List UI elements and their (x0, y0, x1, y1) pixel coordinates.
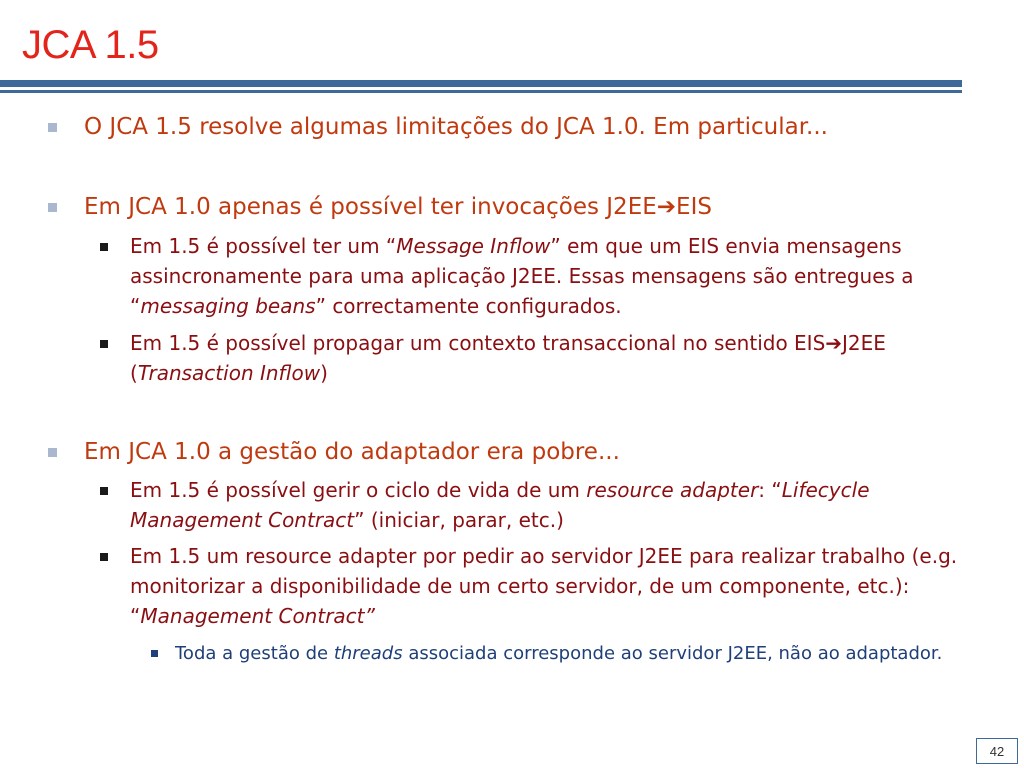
term-lifecycle-contract: Lifecycle Management Contract (130, 478, 870, 532)
term-management-contract: Management Contract” (140, 604, 375, 628)
term-transaction-inflow: Transaction Inflow (137, 361, 321, 385)
sub-bullet-text: Em 1.5 é possível ter um “ (130, 234, 397, 258)
bullet-text: Em JCA 1.0 a gestão do adaptador era pobre... (84, 439, 620, 465)
term-resource-adapter: resource adapter (586, 478, 759, 502)
sub-bullet-text: ) (320, 361, 328, 385)
sub-sub-bullet-marker (151, 650, 158, 657)
sub-bullet-text: ” correctamente configurados. (315, 294, 622, 318)
arrow-symbol: ➔ (656, 194, 677, 220)
sub-bullet-marker (100, 340, 108, 348)
arrow-symbol: ➔ (825, 331, 843, 355)
sub-sub-bullet-item (175, 640, 965, 667)
bullet-text: EIS (676, 194, 712, 220)
slide-title: JCA 1.5 (22, 23, 159, 67)
page-number (976, 738, 1018, 764)
title-divider-thick (0, 80, 962, 87)
sub-bullet-text: : “ (758, 478, 782, 502)
sub-bullet-item (130, 475, 980, 535)
bullet-marker (48, 203, 57, 212)
term-threads: threads (333, 643, 403, 664)
bullet-text: O JCA 1.5 resolve algumas limitações do JCA 1.0. Em particular... (84, 114, 828, 140)
bullet-marker (48, 123, 57, 132)
sub-bullet-marker (100, 553, 108, 561)
term-messaging-beans: messaging beans (140, 294, 316, 318)
bullet-item (84, 112, 984, 142)
sub-bullet-text: Em 1.5 é possível gerir o ciclo de vida de um (130, 478, 587, 502)
bullet-item (84, 437, 984, 467)
sub-bullet-item (130, 328, 980, 388)
bullet-marker (48, 448, 57, 457)
sub-bullet-text: ” (iniciar, parar, etc.) (354, 508, 564, 532)
sub-bullet-marker (100, 487, 108, 495)
sub-bullet-text: Em 1.5 é possível propagar um contexto transaccional no sentido EIS (130, 331, 826, 355)
sub-bullet-text: J2EE ( (130, 331, 886, 385)
bullet-item (84, 192, 984, 222)
sub-sub-bullet-text: Toda a gestão de (175, 643, 334, 664)
title-divider-thin (0, 90, 962, 93)
term-message-inflow: Message Inflow (396, 234, 551, 258)
sub-bullet-item (130, 231, 980, 321)
sub-bullet-marker (100, 243, 108, 251)
sub-bullet-item (130, 541, 980, 631)
sub-bullet-text: Em 1.5 um resource adapter por pedir ao servidor J2EE para realizar trabalho (e.g. monitorizar a disponibilidade de um certo servidor, de um componente, etc.): “ (130, 544, 958, 628)
sub-bullet-text: ” em que um EIS envia mensagens assincronamente para uma aplicação J2EE. Essas mensagens são entregues a “ (130, 234, 914, 318)
sub-sub-bullet-text: associada corresponde ao servidor J2EE, não ao adaptador. (402, 643, 943, 664)
bullet-text: Em JCA 1.0 apenas é possível ter invocações J2EE (84, 194, 657, 220)
page-number-text: 42 (989, 743, 1005, 759)
